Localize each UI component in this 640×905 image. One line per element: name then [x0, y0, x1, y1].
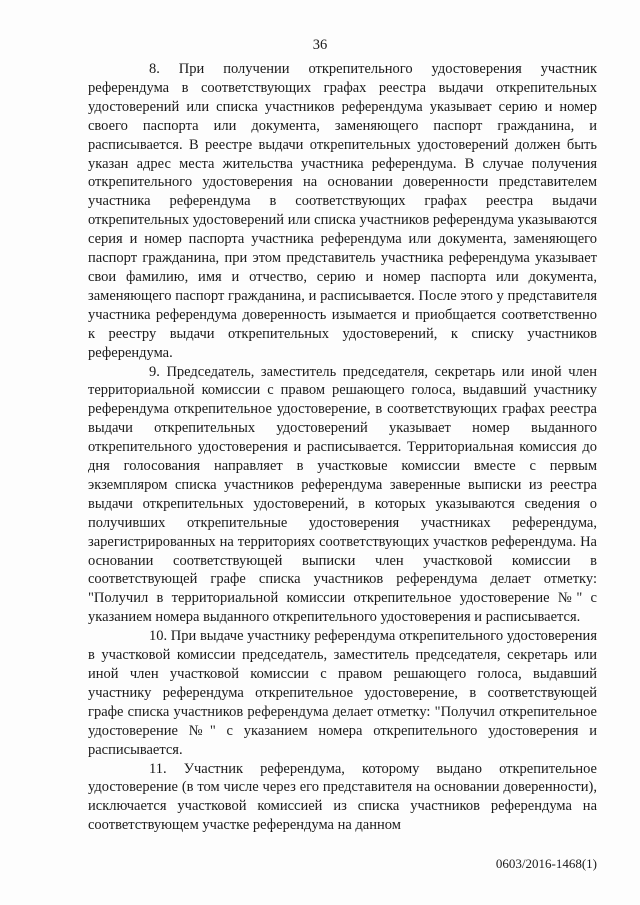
paragraph-9: 9. Председатель, заместитель председателя, секретарь или иной член территориальной комиссии с правом решающего голоса, выдавший участнику референдума открепительное удостоверение, в соответствующих графах реестра выдачи открепительных удостоверений указывает номер выданного открепительного удостоверения и расписывается. Территориальная комиссия до дня голосования направляет в участковые комиссии вместе с первым экземпляром списка участников референдума заверенные выписки из реестра выдачи открепительных удостоверений, в которых указываются сведения о получивших открепительные удостоверения участниках референдума, зарегистрированных на территориях соответствующих участков референдума. На основании соответствующей выписки член участковой комиссии в соответствующей графе списка участников референдума делает отметку: "Получил в территориальной комиссии открепительное удостоверение №" с указанием номера выданного открепительного удостоверения и расписывается. — [88, 363, 597, 626]
document-code: 0603/2016-1468(1) — [495, 856, 597, 871]
paragraph-11: 11. Участник референдума, которому выдано открепительное удостоверение (в том числе через его представителя на основании доверенности), исключается участковой комиссией из списка участников референдума на соответствующем участке референдума на данном — [88, 760, 597, 834]
paragraph-8: 8. При получении открепительного удостоверения участник референдума в соответствующих графах реестра выдачи открепительных удостоверений или списка участников референдума указывает серию и номер своего паспорта или документа, заменяющего паспорт гражданина, и расписывается. В реестре выдачи открепительных удостоверений должен быть указан адрес места жительства участника референдума. В случае получения открепительного удостоверения на основании доверенности представителем участника референдума в соответствующих графах реестра выдачи открепительных удостоверений или списка участников референдума указываются серия и номер паспорта участника референдума или документа, заменяющего паспорт гражданина, при этом представитель участника референдума указывает свои фамилию, имя и отчество, серию и номер паспорта или документа, заменяющего паспорт гражданина, и расписывается. После этого у представителя участника референдума доверенность изымается и приобщается соответственно к реестру выдачи открепительных удостоверений, к списку участников референдума. — [88, 61, 597, 361]
page-number: 36 — [312, 37, 328, 53]
paragraph-10: 10. При выдаче участнику референдума открепительного удостоверения в участковой комиссии председатель, заместитель председателя, секретарь или иной член участковой комиссии с правом решающего голоса, выдавший участнику референдума открепительное удостоверение, в соответствующей графе списка участников референдума делает отметку: "Получил открепительное удостоверение №" с указанием номера открепительного удостоверения и расписывается. — [88, 628, 597, 758]
document-body — [88, 60, 597, 835]
